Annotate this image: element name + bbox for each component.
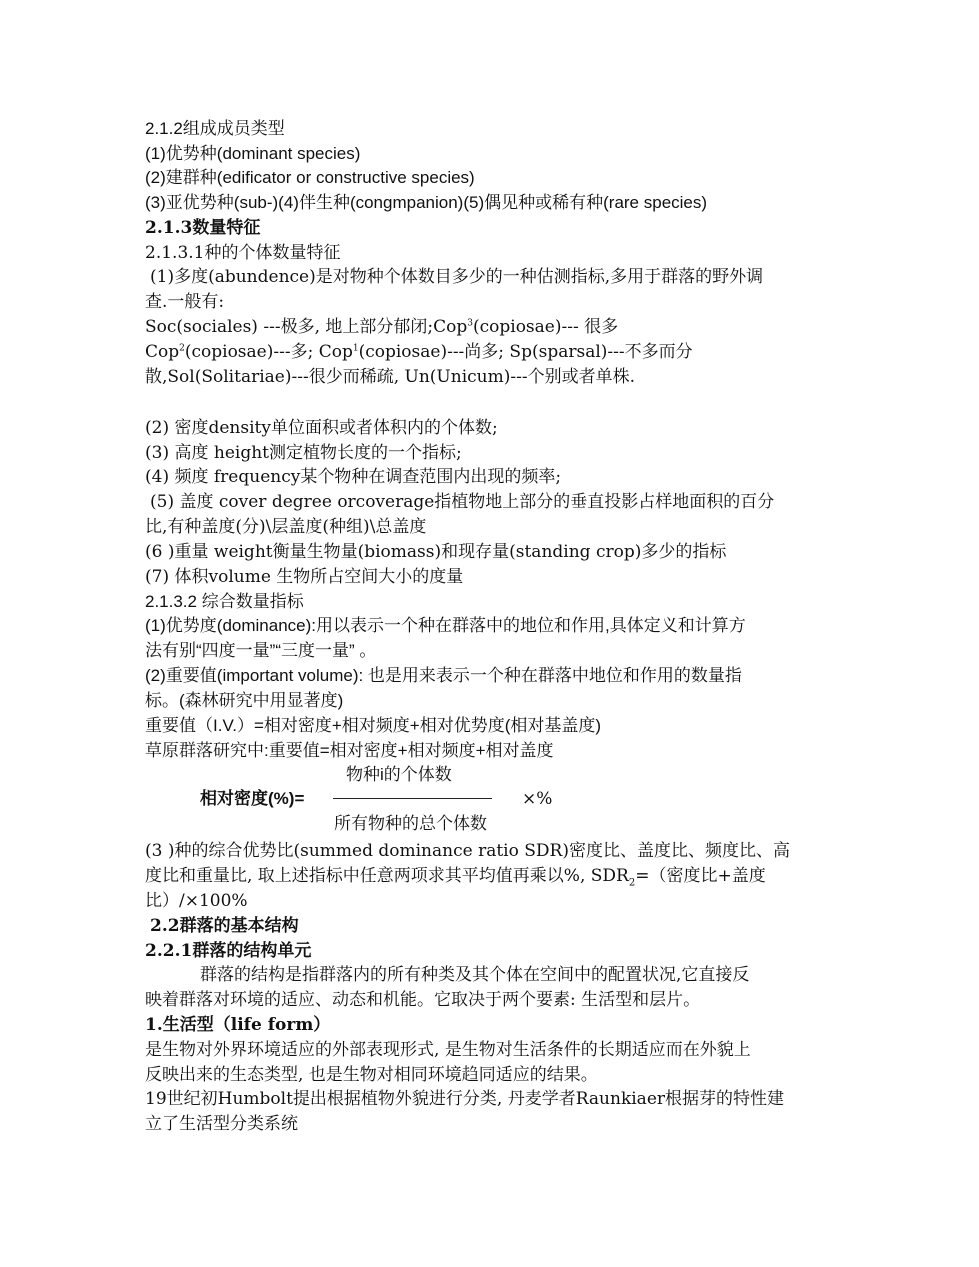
paragraph-life-form-cont: 反映出来的生态类型, 也是生物对相同环境趋同适应的结果。 <box>145 1065 598 1085</box>
paragraph-abundance-cont: 查.一般有: <box>145 292 225 312</box>
list-item-dominant-species: (1)优势种(dominant species) <box>145 144 361 163</box>
formula-grassland: 草原群落研究中:重要值=相对密度+相对频度+相对盖度 <box>145 741 554 760</box>
paragraph-structure: 群落的结构是指群落内的所有种类及其个体在空间中的配置状况,它直接反 <box>200 965 750 985</box>
paragraph-abundance: (1)多度(abundence)是对物种个体数目多少的一种估测指标,多用于群落的野外调 <box>150 267 764 287</box>
abundance-scale-line-2 <box>145 340 693 364</box>
text-run: Soc(sociales) ---极多, 地上部分郁闭;Cop <box>145 317 468 337</box>
section-heading-2-2-1: 2.2.1群落的结构单元 <box>145 941 312 961</box>
superscript: 3 <box>467 318 473 329</box>
paragraph-structure-cont: 映着群落对环境的适应、动态和机能。它取决于两个要素: 生活型和层片。 <box>145 990 701 1010</box>
fraction-denominator: 所有物种的总个体数 <box>334 814 487 833</box>
paragraph-dominance: (1)优势度(dominance):用以表示一个种在群落中的地位和作用,具体定义和计算方 <box>145 616 746 635</box>
text-run: (copiosae)---尚多; Sp(sparsal)---不多而分 <box>358 342 693 362</box>
fraction-numerator: 物种i的个体数 <box>346 765 452 784</box>
list-item-edificator: (2)建群种(edificator or constructive species) <box>145 168 475 187</box>
subscript: 2 <box>628 877 636 889</box>
subsection-heading-2-1-3-1: 2.1.3.1种的个体数量特征 <box>145 243 341 263</box>
paragraph-importance: (2)重要值(important volume): 也是用来表示一个种在群落中地位和作用的数量指 <box>145 666 742 685</box>
subsection-heading-2-1-3-2: 2.1.3.2 综合数量指标 <box>145 592 304 611</box>
list-item-volume: (7) 体积volume 生物所占空间大小的度量 <box>145 567 464 587</box>
abundance-scale-line-3: 散,Sol(Solitariae)---很少而稀疏, Un(Unicum)---个别或者单株. <box>145 367 635 387</box>
heading-life-form: 1.生活型（life form） <box>145 1015 331 1035</box>
text-run: =（密度比+盖度 <box>635 866 766 886</box>
paragraph-dominance-cont: 法有别“四度一量”“三度一量” 。 <box>145 641 377 660</box>
list-item-cover-cont: 比,有种盖度(分)\层盖度(种组)\总盖度 <box>145 517 427 537</box>
paragraph-raunkiaer: 19世纪初Humbolt提出根据植物外貌进行分类, 丹麦学者Raunkiaer根据芽的特性建 <box>145 1089 785 1109</box>
list-item-weight: (6 )重量 weight衡量生物量(biomass)和现存量(standing crop)多少的指标 <box>145 542 727 562</box>
list-item-height: (3) 高度 height测定植物长度的一个指标; <box>145 443 462 463</box>
formula-importance-value: 重要值（I.V.）=相对密度+相对频度+相对优势度(相对基盖度) <box>145 716 602 735</box>
paragraph-sdr-end: 比）/×100% <box>145 891 248 911</box>
superscript: 1 <box>352 343 359 354</box>
superscript: 2 <box>179 343 185 354</box>
fraction-rule <box>333 798 492 799</box>
list-item-subdominant: (3)亚优势种(sub-)(4)伴生种(congmpanion)(5)偶见种或稀有种(rare species) <box>145 193 708 212</box>
text-run: (copiosae)---多; Cop <box>184 342 353 362</box>
text-run: 度比和重量比, 取上述指标中任意两项求其平均值再乘以%, SDR <box>145 866 629 886</box>
paragraph-sdr: (3 )种的综合优势比(summed dominance ratio SDR)密度比、盖度比、频度比、高 <box>145 841 790 861</box>
fraction-label: 相对密度(%)= <box>200 789 305 808</box>
section-heading-2-2: 2.2群落的基本结构 <box>150 916 299 936</box>
text-run: (copiosae)--- 很多 <box>472 317 619 337</box>
list-item-density: (2) 密度density单位面积或者体积内的个体数; <box>145 418 498 438</box>
paragraph-life-form: 是生物对外界环境适应的外部表现形式, 是生物对生活条件的长期适应而在外貌上 <box>145 1040 751 1060</box>
section-heading-2-1-3: 2.1.3数量特征 <box>145 218 261 238</box>
paragraph-raunkiaer-cont: 立了生活型分类系统 <box>145 1114 298 1134</box>
section-heading-2-1-2: 2.1.2组成成员类型 <box>145 119 285 138</box>
paragraph-sdr-cont <box>145 864 766 888</box>
fraction-multiplier: ×% <box>522 789 553 809</box>
list-item-cover: (5) 盖度 cover degree orcoverage指植物地上部分的垂直投影占样地面积的百分 <box>150 492 775 512</box>
text-run: Cop <box>145 342 180 362</box>
abundance-scale-line-1 <box>145 315 618 339</box>
list-item-frequency: (4) 频度 frequency某个物种在调查范围内出现的频率; <box>145 467 562 487</box>
paragraph-importance-cont: 标。(森林研究中用显著度) <box>145 691 344 710</box>
